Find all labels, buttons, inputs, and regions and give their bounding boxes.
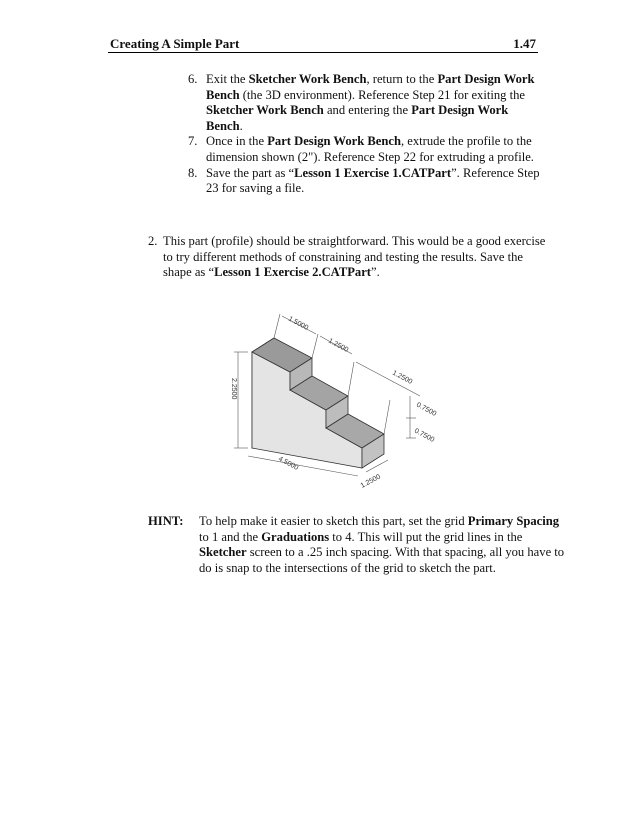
bold-term: Lesson 1 Exercise 2.CATPart <box>214 265 371 280</box>
text-run: Save the part as “ <box>206 165 295 180</box>
text-run: Once in the <box>206 134 268 149</box>
bold-term: Part Design Work Bench <box>206 103 509 133</box>
bold-term: Part Design Work Bench <box>267 134 401 149</box>
step-number: 6. <box>188 72 198 86</box>
step-text <box>206 72 535 133</box>
chapter-title: Creating A Simple Part <box>110 36 240 51</box>
hint-text <box>148 514 568 576</box>
hint-block <box>148 514 568 576</box>
step-6 <box>188 72 548 134</box>
text-run: To help make it easier to sketch this part, set the grid <box>199 514 468 528</box>
text-run: screen to a .25 inch spacing. With that spacing, all you have to do is snap to the intersections of the grid to sketch the part. <box>199 545 565 575</box>
text-run: to 1 and the <box>199 529 262 544</box>
dim-label: 2.2500 <box>230 378 237 400</box>
text-run: , return to the <box>366 72 438 86</box>
part-drawing <box>220 300 460 500</box>
bold-term: Part Design Work Bench <box>206 72 535 102</box>
text-run: This part (profile) should be straightforward. This would be a good exercise to try different methods of constraining and testing the results. Save the shape as “ <box>163 234 546 280</box>
text-run: ”. <box>371 265 380 280</box>
dim-label: 1.2500 <box>391 369 414 386</box>
hint-label: HINT: <box>148 514 184 528</box>
page-header <box>108 36 538 53</box>
text-run: to 4. This will put the grid lines in the <box>329 529 523 544</box>
exercise-2 <box>148 234 548 281</box>
dim-label: 1.2500 <box>327 337 350 354</box>
bold-term: Sketcher Work Bench <box>206 103 324 118</box>
step-text <box>206 166 540 196</box>
steps-list <box>188 72 548 197</box>
text-run: . <box>239 118 243 133</box>
dim-label: 0.7500 <box>413 427 436 444</box>
text-run: ”. Reference Step 23 for saving a file. <box>206 165 540 196</box>
step-8 <box>188 166 548 197</box>
text-run: and entering the <box>323 103 412 118</box>
step-number: 7. <box>188 134 198 149</box>
exercise-number: 2. <box>148 234 158 248</box>
step-text <box>206 134 534 164</box>
text-run: (the 3D environment). Reference Step 21 for exiting the <box>239 87 525 102</box>
bold-term: Lesson 1 Exercise 1.CATPart <box>294 165 452 180</box>
dim-label: 4.5000 <box>277 455 300 472</box>
dim-label: 0.7500 <box>415 401 438 418</box>
text-run: , extrude the profile to the dimension shown (2"). Reference Step 22 for extruding a profile. <box>206 134 534 164</box>
page-number: 1.47 <box>513 36 536 51</box>
isometric-part-figure <box>220 300 460 500</box>
dim-label: 1.5000 <box>287 315 310 332</box>
step-7 <box>188 134 548 165</box>
bold-term: Sketcher Work Bench <box>248 72 367 86</box>
bold-term: Primary Spacing <box>467 514 560 528</box>
exercise-text <box>148 234 548 281</box>
bold-term: Graduations <box>261 529 330 544</box>
dim-label: 1.2500 <box>359 473 382 490</box>
bold-term: Sketcher <box>199 545 247 560</box>
text-run: Exit the <box>206 72 249 86</box>
step-number: 8. <box>188 165 198 180</box>
